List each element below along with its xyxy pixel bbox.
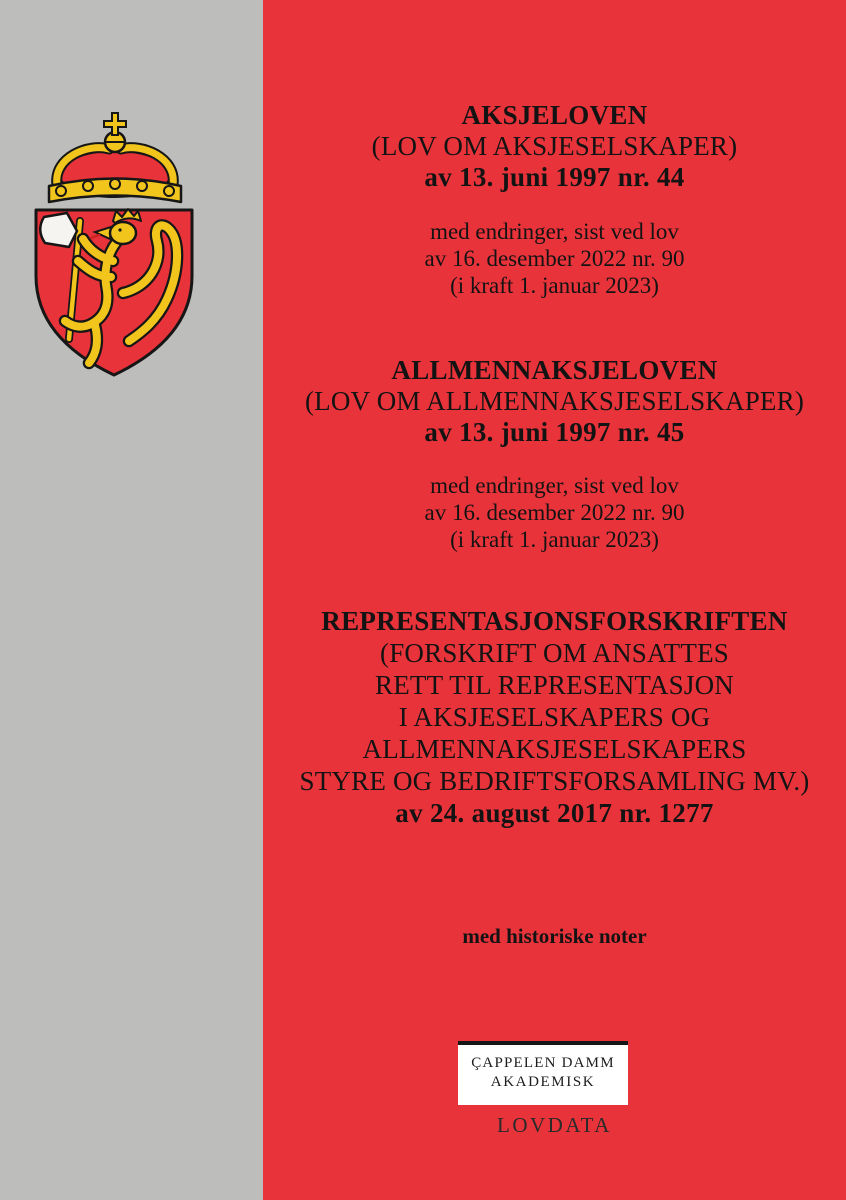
allmennaksjeloven-title: ALLMENNAKSJELOVEN [391, 355, 718, 385]
representasjonsforskriften-sub-4: ALLMENNAKSJESELSKAPERS [362, 734, 747, 764]
publisher-name-line-2: AKADEMISK [490, 1074, 596, 1090]
allmennaksjeloven-amend-1: med endringer, sist ved lov [430, 473, 679, 498]
representasjonsforskriften-sub-2: RETT TIL REPRESENTASJON [375, 670, 734, 700]
aksjeloven-title: AKSJELOVEN [461, 100, 648, 130]
representasjonsforskriften-date: av 24. august 2017 nr. 1277 [395, 798, 714, 828]
representasjonsforskriften-sub-1: (FORSKRIFT OM ANSATTES [380, 638, 729, 668]
allmennaksjeloven-amend-2: av 16. desember 2022 nr. 90 [424, 500, 685, 525]
historical-notes-line: med historiske noter [462, 924, 647, 948]
lovdata-label: LOVDATA [497, 1113, 612, 1137]
publisher-logo [458, 1041, 628, 1105]
aksjeloven-amend-3: (i kraft 1. januar 2023) [450, 273, 659, 298]
aksjeloven-date: av 13. juni 1997 nr. 44 [424, 162, 685, 192]
representasjonsforskriften-block [263, 605, 846, 829]
representasjonsforskriften-sub-3: I AKSJESELSKAPERS OG [398, 702, 711, 732]
norwegian-coat-of-arms-icon [31, 111, 197, 381]
cover-text-column [263, 0, 846, 1200]
aksjeloven-amendment-block [263, 218, 846, 299]
aksjeloven-title-block [263, 100, 846, 193]
allmennaksjeloven-title-block [263, 355, 846, 448]
allmennaksjeloven-subtitle: (LOV OM ALLMENNAKSJESELSKAPER) [304, 386, 805, 416]
representasjonsforskriften-title: REPRESENTASJONSFORSKRIFTEN [321, 606, 788, 636]
allmennaksjeloven-date: av 13. juni 1997 nr. 45 [424, 417, 685, 447]
allmennaksjeloven-amendment-block [263, 472, 846, 553]
representasjonsforskriften-sub-5: STYRE OG BEDRIFTSFORSAMLING MV.) [299, 766, 810, 796]
aksjeloven-amend-2: av 16. desember 2022 nr. 90 [424, 246, 685, 271]
allmennaksjeloven-amend-3: (i kraft 1. januar 2023) [450, 527, 659, 552]
aksjeloven-subtitle: (LOV OM AKSJESELSKAPER) [371, 131, 738, 161]
historical-notes-line-wrap [263, 924, 846, 949]
aksjeloven-amend-1: med endringer, sist ved lov [430, 219, 679, 244]
publisher-name-line-1: ÇAPPELEN DAMM [471, 1055, 615, 1071]
